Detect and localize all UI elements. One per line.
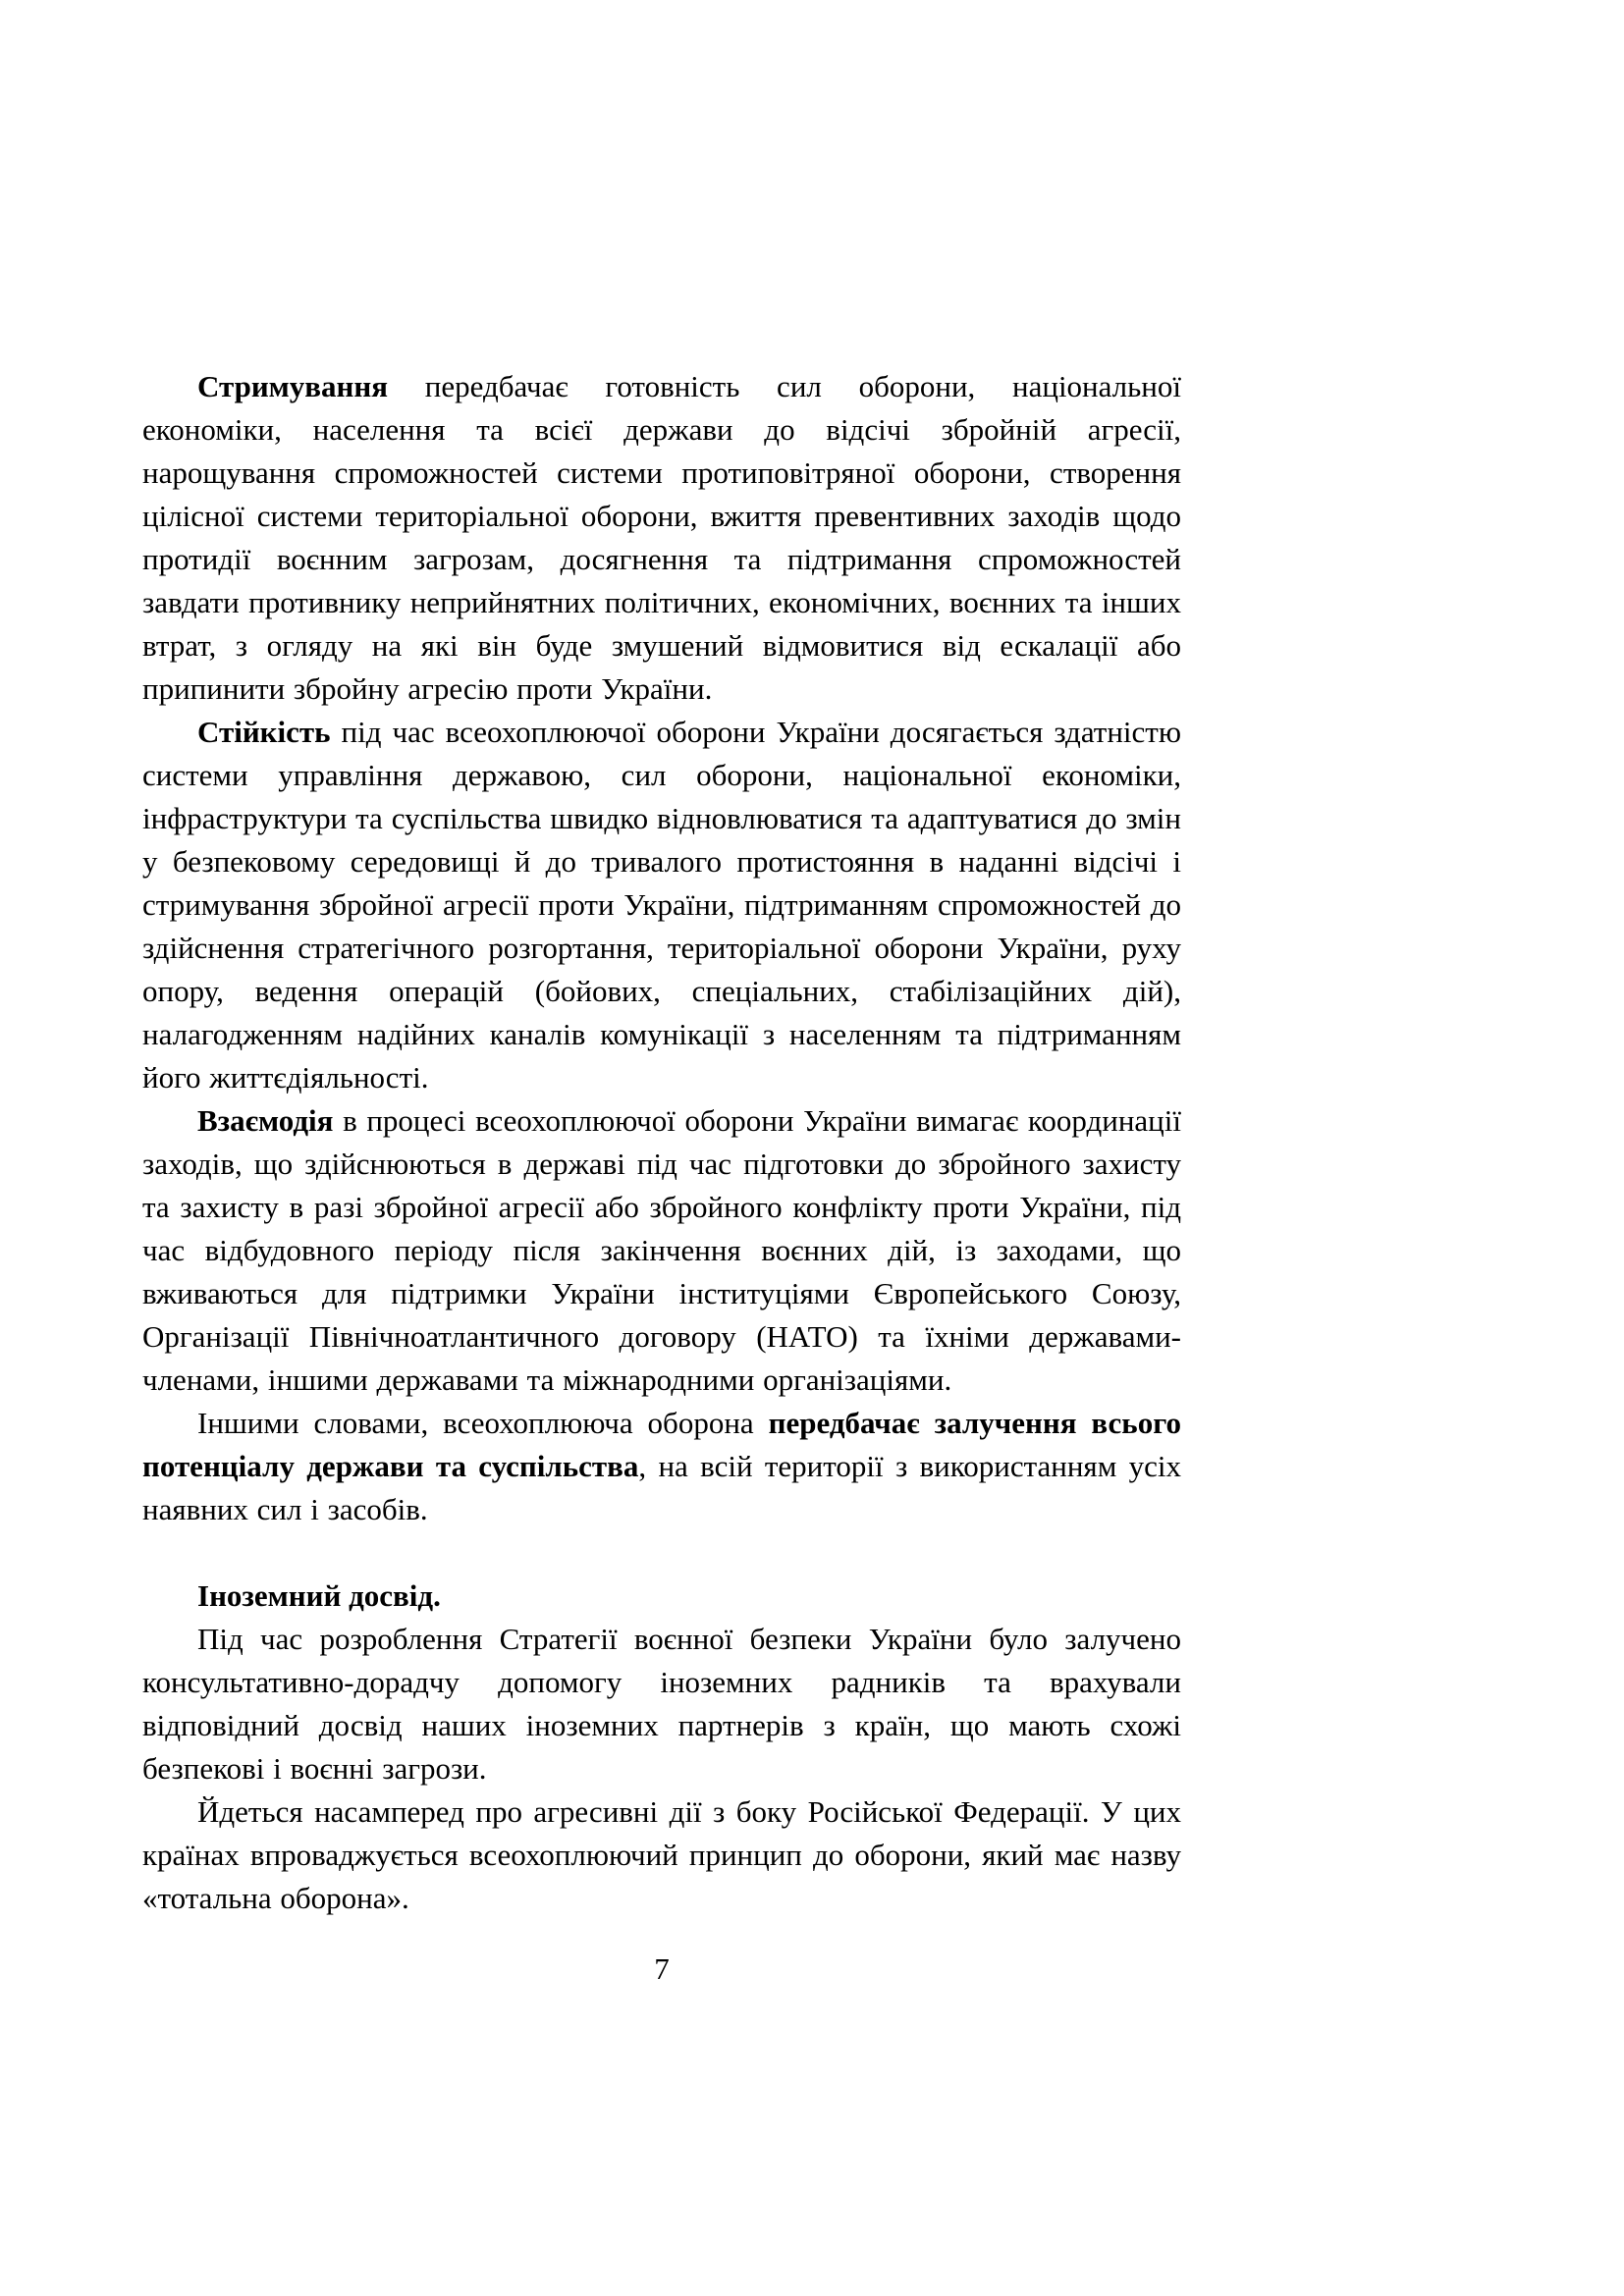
page-number: 7	[654, 1951, 670, 1986]
paragraph-lead-term: Стримування	[197, 369, 389, 403]
paragraph-text: Іншими словами, всеохоплююча оборона	[197, 1406, 769, 1440]
paragraph-text: , на всій території з використанням усіх наявних сил і засобів.	[142, 1449, 1182, 1526]
section-heading-foreign-experience: Іноземний досвід.	[197, 1578, 441, 1613]
paragraph-lead-term: Взаємодія	[197, 1103, 334, 1138]
paragraph-lead-term: Стійкість	[197, 715, 331, 749]
page-content	[142, 365, 1181, 1920]
paragraph-resilience	[142, 711, 1181, 1099]
paragraph-text: в процесі всеохоплюючої оборони України вимагає координації заходів, що здійснюються в державі під час підготовки до збройного захисту та захисту в разі збройної агресії або збройного конфлікту проти України, під час відбудовного періоду після закінчення воєнних дій, із заходами, що вживаються для підтримки України інституціями Європейського Союзу, Організації Північноатлантичного договору (НАТО) та їхніми державами-членами, іншими державами та міжнародними організаціями.	[142, 1103, 1181, 1397]
paragraph-interaction	[142, 1099, 1181, 1402]
paragraph-text: передбачає готовність сил оборони, національної економіки, населення та всієї держави до відсічі збройній агресії, нарощування спроможностей системи протиповітряної оборони, створення цілісної системи територіальної оборони, вжиття превентивних заходів щодо протидії воєнним загрозам, досягнення та підтримання спроможностей завдати противнику неприйнятних політичних, економічних, воєнних та інших втрат, з огляду на які він буде змушений відмовитися від ескалації або припинити збройну агресію проти України.	[142, 369, 1181, 706]
paragraph-summary	[142, 1402, 1181, 1531]
paragraph-text: під час всеохоплюючої оборони України досягається здатністю системи управління державою, сил оборони, національної економіки, інфраструктури та суспільства швидко відновлюватися та адаптуватися до змін у безпековому середовищі й до тривалого протистояння в наданні відсічі і стримування збройної агресії проти України, підтриманням спроможностей до здійснення стратегічного розгортання, територіальної оборони України, руху опору, ведення операцій (бойових, спеціальних, стабілізаційних дій), налагодженням надійних каналів комунікації з населенням та підтриманням його життєдіяльності.	[142, 715, 1181, 1095]
paragraph-emphasis: передбачає залучення всього потенціалу держави та суспільства	[142, 1406, 1182, 1483]
paragraph-total-defense: Йдеться насамперед про агресивні дії з боку Російської Федерації. У цих країнах впроваджується всеохоплюючий принцип до оборони, який має назву «тотальна оборона».	[142, 1794, 1181, 1915]
paragraph-foreign-advisors: Під час розроблення Стратегії воєнної безпеки України було залучено консультативно-дорадчу допомогу іноземних радників та врахували відповідний досвід наших іноземних партнерів з країн, що мають схожі безпекові і воєнні загрози.	[142, 1622, 1181, 1786]
paragraph-deterrence	[142, 365, 1181, 711]
